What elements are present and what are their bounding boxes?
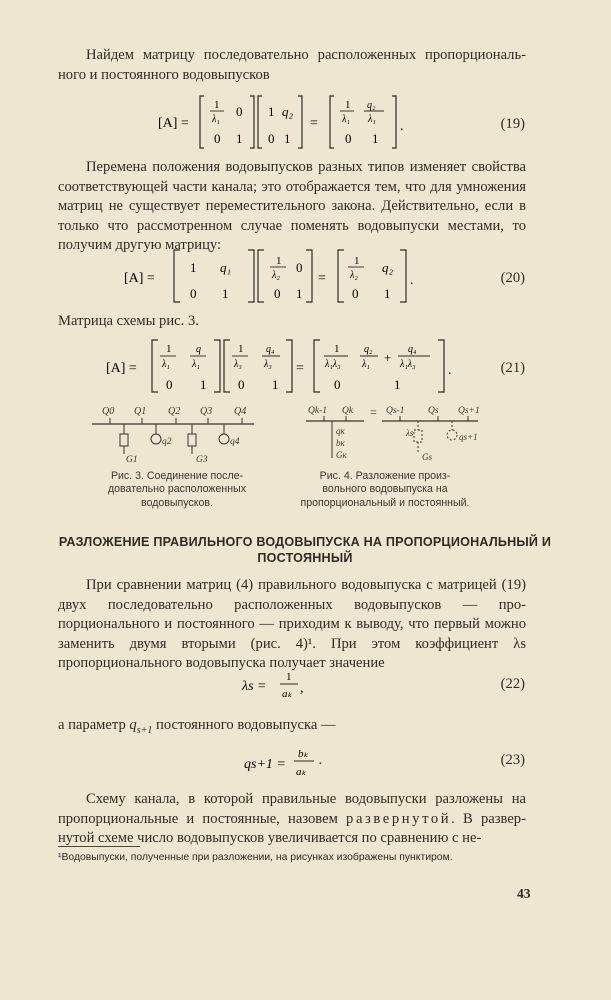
svg-text:0: 0	[190, 286, 197, 301]
svg-text:1: 1	[238, 343, 244, 355]
fig4-label-qs: Qs	[428, 406, 439, 416]
svg-text:=: =	[310, 116, 318, 131]
svg-text:1: 1	[384, 286, 391, 301]
svg-text:1: 1	[236, 131, 243, 146]
svg-text:q₂: q₂	[364, 344, 373, 355]
svg-text:.: .	[410, 273, 414, 288]
svg-text:q: q	[196, 344, 201, 355]
svg-text:1: 1	[334, 343, 340, 355]
svg-text:0: 0	[236, 104, 243, 119]
fig4-label-qk-1: Qk-1	[308, 406, 327, 416]
p5-symbol-sub: s+1	[136, 724, 153, 736]
equation-23	[0, 742, 611, 782]
figure-3-diagram	[88, 402, 268, 466]
svg-text:λs: λs	[406, 428, 414, 438]
svg-text:,: ,	[300, 681, 304, 696]
svg-text:Gs: Gs	[422, 452, 433, 462]
svg-text:aₖ: aₖ	[282, 688, 293, 700]
svg-text:1: 1	[284, 131, 291, 146]
svg-text:λ₁λ₃: λ₁λ₃	[325, 359, 341, 370]
svg-text:λ₁: λ₁	[212, 114, 220, 125]
fig3-label-g3: G3	[196, 455, 208, 465]
svg-text:1: 1	[286, 671, 292, 683]
paragraph-5	[58, 716, 526, 741]
svg-text:λ₁λ₃: λ₁λ₃	[400, 359, 416, 370]
fig3-label-q4-small: q4	[230, 437, 240, 447]
svg-text:q₄: q₄	[408, 344, 417, 355]
svg-text:aₖ: aₖ	[296, 766, 307, 778]
svg-text:1: 1	[276, 255, 282, 267]
svg-text:q₁: q₁	[220, 260, 232, 275]
svg-text:λ₃: λ₃	[264, 359, 272, 370]
svg-text:q₂: q₂	[382, 260, 394, 275]
svg-text:1: 1	[372, 131, 379, 146]
svg-text:0: 0	[238, 377, 245, 392]
svg-text:=: =	[296, 361, 304, 376]
svg-text:λ₂: λ₂	[350, 270, 358, 281]
svg-text:1: 1	[296, 286, 303, 301]
fig3-label-g1: G1	[126, 455, 138, 465]
equation-19	[0, 90, 611, 154]
fig3-label-q4: Q4	[234, 406, 247, 417]
paragraph-1: Найдем матрицу последовательно расположенных пропорционального и постоянного водовыпусков	[58, 47, 526, 83]
eq20-number: (20)	[500, 270, 525, 286]
svg-text:bк: bк	[336, 438, 345, 448]
eq23-lhs: qs+1 =	[244, 757, 286, 772]
equation-21	[0, 334, 611, 398]
svg-text:1: 1	[268, 104, 275, 119]
section-heading: РАЗЛОЖЕНИЕ ПРАВИЛЬНОГО ВОДОВЫПУСКА НА ПРОПОРЦИОНАЛЬНЫЙ И ПОСТОЯННЫЙ	[58, 535, 552, 565]
paragraph-6	[58, 790, 526, 849]
p5-suffix: постоянного водовыпуска —	[156, 717, 336, 733]
svg-text:1: 1	[222, 286, 229, 301]
eq21-number: (21)	[500, 360, 525, 376]
equation-22	[0, 664, 611, 704]
figure-4-diagram	[302, 402, 502, 472]
fig3-label-q3: Q3	[200, 406, 213, 417]
svg-text:λ₁: λ₁	[362, 359, 370, 370]
svg-text:λ₁: λ₁	[368, 114, 376, 125]
svg-text:1: 1	[345, 99, 351, 111]
p6-start: Схему канала, в которой правильные водовыпуски разложены на пропорциональные и постоянные, назовем	[58, 791, 526, 827]
svg-text:=: =	[318, 271, 326, 286]
p6-spaced-term: развернутой	[346, 810, 452, 827]
svg-text:0: 0	[268, 131, 275, 146]
svg-text:0: 0	[274, 286, 281, 301]
svg-text:bₖ: bₖ	[298, 748, 309, 760]
svg-text:qs+1: qs+1	[459, 432, 478, 442]
p6-end: . В развернутой схеме число водовыпусков увеличивается по сравнению с не-	[58, 810, 526, 847]
eq20-lhs: [A] =	[124, 271, 155, 286]
equation-20	[0, 244, 611, 308]
eq22-lhs: λs =	[242, 679, 267, 694]
svg-text:1: 1	[190, 260, 197, 275]
eq19-lhs: [A] =	[158, 116, 189, 131]
eq23-number: (23)	[500, 752, 525, 768]
svg-text:.: .	[448, 363, 452, 378]
svg-text:Gк: Gк	[336, 450, 347, 460]
paragraph-3: Матрица схемы рис. 3.	[58, 313, 199, 329]
svg-text:λ₁: λ₁	[342, 114, 350, 125]
paragraph-2: Перемена положения водовыпусков разных типов изменяет свойства соответствующей части канала; это отображается тем, что для умножения матриц не существует переместительного закона. Действительно, если в только что рассмотренном случае поменять водовыпуски местами, то получим другую матрицу:	[58, 159, 526, 254]
svg-text:1: 1	[166, 343, 172, 355]
svg-text:1: 1	[214, 99, 220, 111]
fig4-label-qs-1: Qs-1	[386, 406, 405, 416]
footnote: ¹Водовыпуски, полученные при разложении, на рисунках изображены пунктиром.	[58, 852, 453, 863]
figure-3-caption: Рис. 3. Соединение последовательно расположенных водовыпусков.	[107, 470, 247, 509]
svg-text:1: 1	[272, 377, 279, 392]
p5-prefix: а параметр	[58, 717, 126, 733]
fig4-label-qs1: Qs+1	[458, 406, 480, 416]
svg-text:.: .	[400, 119, 404, 134]
eq21-lhs: [A] =	[106, 361, 137, 376]
svg-text:0: 0	[166, 377, 173, 392]
fig3-label-q0: Q0	[102, 406, 115, 417]
svg-text:0: 0	[345, 131, 352, 146]
svg-text:1: 1	[200, 377, 207, 392]
svg-text:λ₂: λ₂	[272, 270, 280, 281]
eq22-number: (22)	[500, 676, 525, 692]
svg-text:q₂: q₂	[282, 104, 294, 119]
svg-text:0: 0	[352, 286, 359, 301]
page-number: 43	[517, 886, 531, 901]
eq19-number: (19)	[500, 116, 525, 132]
p5-symbol: q	[129, 717, 137, 733]
svg-text:+: +	[384, 350, 392, 365]
svg-text:λ₁: λ₁	[162, 359, 170, 370]
fig3-label-q2: Q2	[168, 406, 181, 417]
svg-text:λ₁: λ₁	[192, 359, 200, 370]
svg-text:λ₃: λ₃	[234, 359, 242, 370]
fig3-label-q1: Q1	[134, 406, 147, 417]
svg-text:q₂: q₂	[367, 100, 376, 111]
svg-text:·: ·	[318, 757, 323, 772]
footnote-rule	[58, 846, 140, 847]
paragraph-4: При сравнении матриц (4) правильного водовыпуска с матрицей (19) двух последовательно расположенных водовыпусков — пропорционального и постоянного — приходим к выводу, что первый можно заменить двумя вторыми (рис. 4)¹. При этом коэффициент λs пропорционального водовыпуска получает значение	[58, 577, 526, 672]
fig3-label-q2-small: q2	[162, 437, 172, 447]
svg-text:q₄: q₄	[266, 344, 275, 355]
figure-4-caption: Рис. 4. Разложение произвольного водовыпуска на пропорциональный и постоянный.	[300, 470, 470, 509]
svg-text:0: 0	[214, 131, 221, 146]
svg-text:0: 0	[334, 377, 341, 392]
svg-text:1: 1	[354, 255, 360, 267]
svg-text:=: =	[370, 405, 377, 419]
fig4-label-qk: Qk	[342, 406, 354, 416]
svg-text:1: 1	[394, 377, 401, 392]
svg-text:0: 0	[296, 260, 303, 275]
svg-text:qк: qк	[336, 426, 345, 436]
